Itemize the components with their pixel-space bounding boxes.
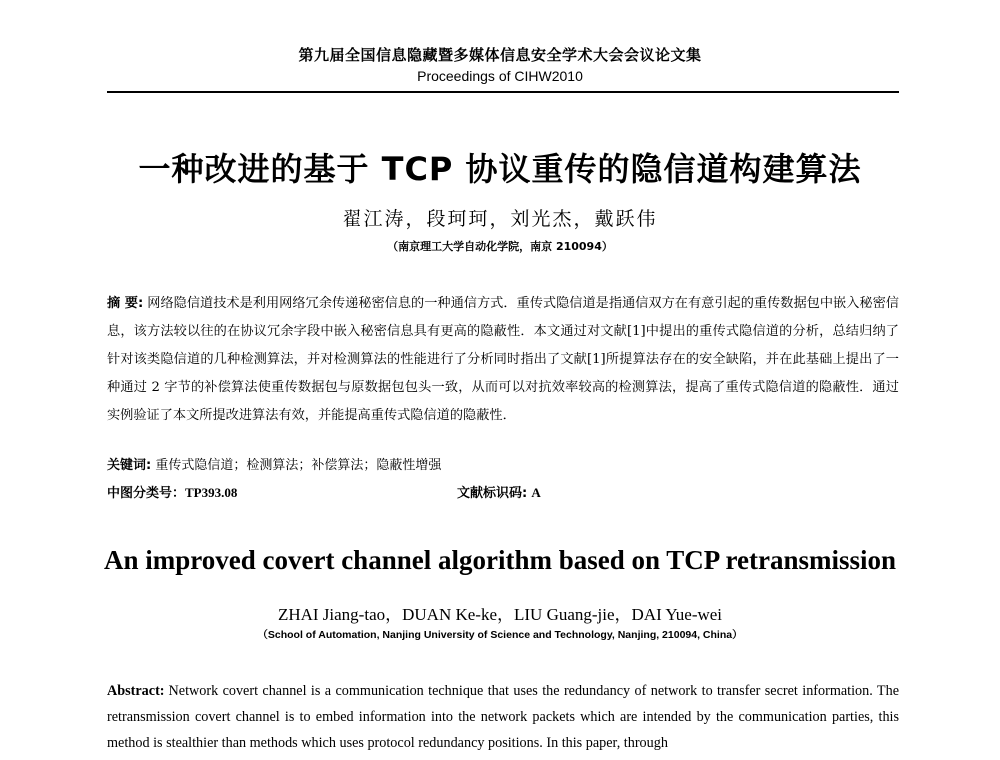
abstract-english [107,678,899,756]
header-rule [107,91,899,93]
abstract-chinese [107,290,899,430]
keywords-chinese [107,456,899,476]
keywords-chinese-label: 关键词: [107,458,152,473]
abstract-english-label: Abstract: [107,683,165,699]
authors-chinese: 翟江涛，段珂珂，刘光杰，戴跃伟 [342,208,658,230]
keywords-chinese-text: 重传式隐信道；检测算法；补偿算法；隐蔽性增强 [155,458,442,473]
document-code [457,483,541,504]
abstract-chinese-text: 网络隐信道技术是利用网络冗余传递秘密信息的一种通信方式．重传式隐信道是指通信双方在有意引起的重传数据包中嵌入秘密信息，该方法较以往的在协议冗余字段中嵌入秘密信息具有更高的隐蔽性．本文通过对文献[1]中提出的重传式隐信道的分析，总结归纳了针对该类隐信道的几种检测算法，并对检测算法的性能进行了分析同时指出了文献[1]所提算法存在的安全缺陷，并在此基础上提出了一种通过 2 字节的补偿算法使重传数据包与原数据包包头一致，从而可以对抗效率较高的检测算法，提高了重传式隐信道的隐蔽性．通过实例验证了本文所提改进算法有效，并能提高重传式隐信道的隐蔽性． [107,296,899,423]
clc-value: TP393.08 [185,485,238,500]
doc-code-label: 文献标识码: [457,486,528,501]
running-head-chinese: 第九届全国信息隐藏暨多媒体信息安全学术大会会议论文集 [298,46,702,64]
paper-title-chinese: 一种改进的基于 TCP 协议重传的隐信道构建算法 [138,150,862,188]
abstract-english-text: Network covert channel is a communication technique that uses the redundancy of network to transfer secret information. The retransmission covert channel is to embed information into the network packets which are intended by the communication parties, this method is stealthier than methods which uses protocol redundancy positions. In this paper, through [107,683,899,751]
paper-title-english: An improved covert channel algorithm based on TCP retransmission [103,545,897,575]
classification-row [107,483,899,504]
running-head-english: Proceedings of CIHW2010 [417,68,583,84]
clc-label: 中图分类号： [107,486,186,501]
affiliation-chinese: （南京理工大学自动化学院，南京 210094） [387,240,613,253]
authors-english: ZHAI Jiang-tao，DUAN Ke-ke，LIU Guang-jie，DAI Yue-wei [277,605,723,624]
affiliation-english: （School of Automation, Nanjing University of Science and Technology, Nanjing, 210094, China） [257,629,743,641]
abstract-chinese-label: 摘 要: [107,296,144,311]
doc-code-value: A [531,485,541,500]
